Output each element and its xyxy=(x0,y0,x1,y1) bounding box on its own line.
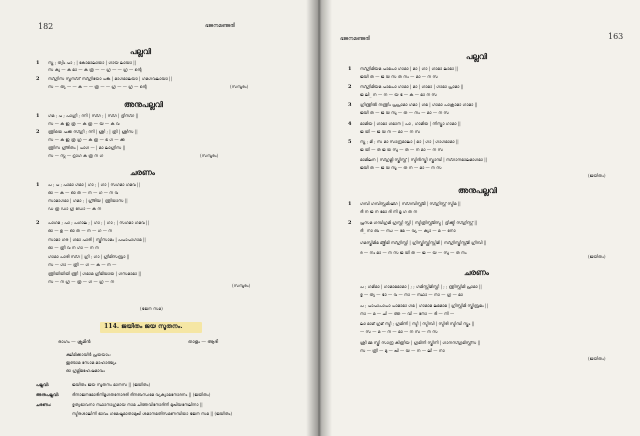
notation-line: ലാ മാമ് ഗ്രമ് സ്മി ; ഗ്രമിനി | സ്മി | സ്മിമ്പി | സ്മിരി സ്മിമ്പി സ്ത്രം || xyxy=(360,321,475,326)
charanam-text: ഭൃത്യഭാവനാ സ്ഥാനാഗ്രമായ നാമ ചിത്തവിനോദിനി മുഖിയനേലീനാ || xyxy=(72,402,203,407)
line-number: 1 xyxy=(36,60,40,66)
notation-line: സാമാ ഗര | ഗമാ പാരി | സ്ത്രിസാമം | പപാപാഗാമ || xyxy=(48,237,146,242)
pallavi-ref: (സമ്പൂരം) xyxy=(230,84,249,89)
notation-line: ന്ത്രിയെ പക്ക സ്ഗ്രി ; ന്നി | ശ്രി ; | ത്രി | ശ്രീസ || xyxy=(48,129,138,134)
lyric-line: സ — സ്ന — ദ്രാഗ ക ത്ര ന ഗ xyxy=(48,153,104,158)
line-number: 4 xyxy=(348,121,352,127)
notation-line: പ ; പ ; പാമാ ഗമാ | ഗാ ; | ഗാ | സഗമാ ഗമവ || xyxy=(48,182,140,187)
lyric-line: ഓ — ഉ — ഓ ത — ന — ഗ — ന xyxy=(48,228,113,233)
notation-line: സ്ഗ്രിമിയമ പാമപാ ഗാമാ | മാ | ഗാ | ഗാമാ ലാമാ || xyxy=(360,66,459,71)
notation-line: ഗാമാ പാരി സ്ഗ | ഗ്രി ; ഗാ | ഗ്രീമിസമ്പ്രാ || xyxy=(48,254,130,259)
charanam-ref: (ജയിതം) xyxy=(588,356,606,361)
left-page xyxy=(0,0,318,436)
lyric-line: ജ യി — ജ യ ന — മാ — ന സ xyxy=(360,129,421,134)
lyric-line: സ — ത്യ — — ക — — ത്ര — — ഗ്ര — — ഗ്ര — ന്റെ xyxy=(48,84,147,89)
notation-line: ഗമസ്ത്രിമിമ മ്ദ്ഗ്രിമി സ്ഗ്രിസ്റ്റി | ഗ്രിസ്ത്രിസ്റ്റ്രിസ്റ്റിമി | സ്ഗ്രിസ്ത്രിസ്റ്റ്മി ഗ്രീമ്പി || xyxy=(360,240,487,245)
left-charanam-heading: ചരണം xyxy=(130,168,155,177)
notation-line: മാമിയ | ഗാമാ ഗമാന | പാ , ഗാമിയ | നിസ്ത്രാ ഗാമാ || xyxy=(360,121,461,126)
lyric-line: ദ — നം മാ — ന സ ജ യി ത — ജ — യ — സു — ത നം xyxy=(360,250,467,255)
charanam-ref: (സമ്പൂരം) xyxy=(232,283,251,288)
lyric-line: ഡ ത്ര ഡാ ഗ്ര ഡോ — ക ന xyxy=(48,206,102,211)
charanam-text: സ്മിരശാലിനി ഭാവം ഗമേഷ്ടമാതാമുഖി ശമാനമതിസമണമ്പിയാ ഭജന സമ || (ജയിതം) xyxy=(72,411,233,416)
end-ref: (ഭജന സമ) xyxy=(140,306,163,311)
line-number: 1 xyxy=(36,113,40,119)
intro-line: ഇണ്ടാമ സോമ മാഹാത്മ്യം xyxy=(66,360,117,365)
lyric-line: സ — ക ഇ ത്ര — ക ത്ര — യ — ക വ xyxy=(48,121,120,126)
lyric-line: ഓ — ക — ഓ ത — ന — ഗ — ന വ xyxy=(48,190,119,195)
right-running-head: ഭജനമഞ്ജരി xyxy=(340,36,371,42)
raga-line: രാഗം — ക്രുമിൻ xyxy=(58,340,91,345)
lyric-line: സ — ക ഇ ത്ര ഗ്ര — ക ത്ര — ഭ ഗ — ക്ക xyxy=(48,137,125,142)
lyric-line: സ — ഗാ — ത്രീ — ഗ — ക — ന — xyxy=(48,262,117,267)
line-number: 3 xyxy=(348,102,352,108)
left-pallavi-heading: പല്ലവി xyxy=(130,47,152,56)
anupallavi-ref: (സമ്പൂരം) xyxy=(200,153,219,158)
intro-line: ക്ഷീമിക്കായിർ പ്രയയാം: xyxy=(66,352,111,357)
lyric-line: ദീ ന ജ ന മോ ദി നി മൃ ഗ ത ന xyxy=(360,209,418,214)
notation-line: സ്ത ; മി ; സ മാ സാന്ദ്രമാലാ | മാ | ഗാ | ഗാഗമാമാ || xyxy=(360,139,459,144)
line-number: 2 xyxy=(348,220,352,226)
notation-line: പ്രസമ ഗമ്പിഗ്രമി ഗ്രസ്റ്റി സ്റ്റി | സ്മിത്രിസ്റ്റ്മിസ്മ | ദ്രിക്ക്മി സ്ഗ്രിസ്റ്റ് || xyxy=(360,220,478,225)
notation-line: പാഗമ ; പാ ; പഗാല ; | ഗാ ; | ഗാ ; | സഗമാ ഗമവ || xyxy=(48,220,149,225)
right-anupallavi-heading: അനുപല്ലവി xyxy=(458,186,497,195)
line-number: 1 xyxy=(36,182,40,188)
right-page-number: 163 xyxy=(608,32,624,41)
anupallavi-label: അനുപല്ലവി: xyxy=(36,392,60,397)
intro-line: ഓ ഗ്രമ്ലിമഹേഷമാവം xyxy=(66,368,105,373)
lyric-line: നാ — മ — ചി — ത്ത — വി — നോ — ദി — നി — xyxy=(360,311,455,316)
lyric-line: സ — ത്രീ — മു — ഖി — യ — ന — ലീ — നാ xyxy=(360,348,445,353)
notation-line: സാമാഗമാ | ഗമാ ; | ഗ്ര്രിയ | ന്ത്രിയാസ || xyxy=(48,198,128,203)
book-gutter xyxy=(306,0,332,436)
anupallavi-ref: (ജയിതം) xyxy=(588,254,606,259)
left-running-head: ഭജനമഞ്ജരി xyxy=(205,23,236,29)
right-page xyxy=(318,0,640,436)
lyric-line: ജയി ത — ജ യ സ ത നം — മാ — ന സ xyxy=(360,74,438,79)
notation-line: ന്ത്രിസ ഗ്ര്രിതം | പാഗ — | മാ ലാഗ്രിസ || xyxy=(48,145,126,150)
line-number: 2 xyxy=(36,129,40,135)
lyric-line: ജ യി — ത ജ യ സു — ത — ന മാ — ന സ xyxy=(360,147,443,152)
notation-line: ശ്രീ മ്മ സ്ത്രി സാന്ദ്ര കിത്രിയ | ഗ്രമിനി സ്ത്രീനി | ഗാനസ്ഗ്രമിസ്റ്റ്സ || xyxy=(360,340,481,345)
lyric-line: — സ — മ — ന — മാ — ന സ — ന സ xyxy=(360,329,438,334)
line-number: 1 xyxy=(348,201,352,207)
charanam-label: ചരണം: xyxy=(36,402,52,407)
lyric-line: സ — ന ഗ്ര — ത്ര — ഗ — ഗ്ര — ന xyxy=(48,279,115,284)
pallavi-text: ജയിതം ജയ സൂതനം മാനസ || (ജയിതം) xyxy=(72,382,151,387)
lyric-line: ജയി ത — ജ യ സു — ത — നം — മാ — ന സ xyxy=(360,110,449,115)
line-number: 2 xyxy=(36,220,40,226)
notation-line: ഗമ ; പ ; പാഗ്രി ; ന്നി | സ്ഗ ; | സ്ഗ | ദ്രിസ്ഗ || xyxy=(48,113,139,118)
notation-line: പ ; പാപാപാപാ പാമാമാ ഗമ | ഗാമാമ ലമമാമ | ഗ്രിസ്റ്റിമി സ്ത്രിമ്പ്രമം || xyxy=(360,303,488,308)
lyric-line: ഭൃ — ത്യ — ഭാ — വ — നാ — സ്ഥാ — നാ — ഗ്ര — മാ xyxy=(360,292,463,297)
left-page-number: 182 xyxy=(38,22,54,31)
lyric-line: ജ ലി_ ന — ന — യ ഭ — ക — മാ ന സ xyxy=(360,92,437,97)
pallavi-label: പല്ലവി: xyxy=(36,382,50,387)
notation-line: സ്ത ; ത്വിം പാ ; | കോമാലായാ | ഗായ ലായാ || xyxy=(48,60,137,65)
notation-line: പ ; ഗമിമാ | ഗാമാമമാമാ | ; ; ഗമിസ്റ്റിമിസ്റ്റി | ; ; ന്ത്രിസ്റ്റിമി പ്രാമാ || xyxy=(360,284,482,289)
notation-line: ഗ്രിന്ത്രിൽ നന്ത്രിം പ്രപ്രാമാ ഗമാ | ഗമ | ഗാമാ പാക്രാമാ ഗാമാ || xyxy=(360,102,478,107)
line-number: 1 xyxy=(348,66,352,72)
kirtana-title: 114. ജയിതം ജയ സൂതനം. xyxy=(104,323,183,330)
lyric-line: ദീ_ നാ ബ — ന്ധ — മേ — വ്യ — ക്യാ — മ — നോ xyxy=(360,228,456,233)
anupallavi-text: ദീനാജനമോദിനിമൃഗതനോദരി ദീനബന്ധമേ വ്യക്യാമനോദനം || (ജയിതം) xyxy=(72,392,211,397)
notation-line: മാമിലന | സ്ഗ്രമ്ലി സ്ത്രീസ്റ്റ് | സ്മിൻസ്ത്രി സ്ത്രാമ്പി | സ്ഗാനമാലമാഗമാ || xyxy=(360,157,488,162)
pallavi-ref: (ജയിതം) xyxy=(588,173,606,178)
lyric-line: ഓ — ത്രീ വ ന ഗാ — ന ന xyxy=(48,245,99,250)
notation-line: സ്ഗ്രിസ സ്തസ്ഗ് സ്ഗ്രിയോ പങ്ക | മാഗമാലയാ | ഗമഗവലായാ || xyxy=(48,76,172,81)
line-number: 5 xyxy=(348,139,352,145)
right-pallavi-heading: പല്ലവി xyxy=(466,52,488,61)
lyric-line: ജയി ത — ജ യ സൂ — ത ന — മാ — ന സ xyxy=(360,165,442,170)
line-number: 2 xyxy=(348,84,352,90)
notation-line: സ്ഗ്രിമിയമ പാമപാ ഗാമാ | മാ | ഗാമാ | ഗാമാ പ്രാമാ || xyxy=(360,84,464,89)
right-charanam-heading: ചരണം xyxy=(464,268,489,277)
notation-line: ഗമ്പി ഗമ്പിസ്റ്റമിഷ്ഗ | സ്ഗമ്പിസ്റ്റ്മി | സ്ഗ്രിസ്റ്റ് സ്മിമ || xyxy=(360,201,461,206)
left-anupallavi-heading: അനുപല്ലവി xyxy=(124,100,163,109)
notation-line: ന്ത്രിയിയിയി ന്ത്രി | ഗമാമ ഗ്രീമിയായ | ഗസമാമാ || xyxy=(48,271,142,276)
lyric-line: സ ക്യ — ക മാ — ക ത്ര — — ഗ്ര — — ഗ്ര — ന്റെ xyxy=(48,67,142,72)
tala-line: താളം — ആദി xyxy=(188,340,219,345)
line-number: 2 xyxy=(36,76,40,82)
